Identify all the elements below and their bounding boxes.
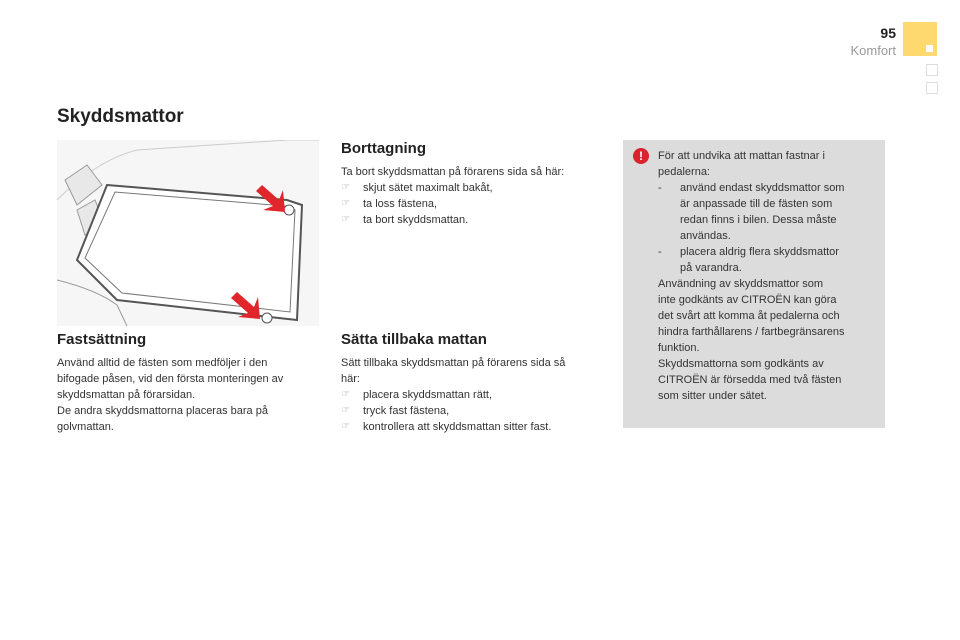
text-line: placera aldrig flera skyddsmattor: [680, 246, 839, 258]
step-item: ☞ ta loss fästena,: [341, 196, 611, 212]
text-line: golvmattan.: [57, 421, 114, 433]
borttagning-text: [341, 164, 611, 228]
text-line: användas.: [680, 230, 731, 242]
borttagning-heading: Borttagning: [341, 140, 426, 157]
satta-heading: Sätta tillbaka mattan: [341, 331, 487, 348]
step-item: ☞ skjut sätet maximalt bakåt,: [341, 180, 611, 196]
dash: -: [658, 246, 662, 258]
text-line: För att undvika att mattan fastnar i: [658, 150, 825, 162]
floor-mat-illustration: [57, 140, 319, 326]
satta-text: [341, 355, 611, 435]
text-line: redan finns i bilen. Dessa måste: [680, 214, 837, 226]
step-item: ☞ tryck fast fästena,: [341, 403, 611, 419]
fastsattning-heading: Fastsättning: [57, 331, 147, 348]
step-item: ☞ ta bort skyddsmattan.: [341, 212, 611, 228]
text-line: det svårt att komma åt pedalerna och: [658, 310, 840, 322]
page-title: Skyddsmattor: [57, 106, 184, 127]
text-line: skyddsmattan på förarsidan.: [57, 389, 196, 401]
text-line: här:: [341, 373, 360, 385]
step-item: ☞ kontrollera att skyddsmattan sitter fast.: [341, 419, 611, 435]
text-line: funktion.: [658, 342, 700, 354]
text-line: är anpassade till de fästen som: [680, 198, 833, 210]
section-tab: [903, 22, 937, 56]
fastsattning-text: [57, 355, 327, 435]
text-line: Sätt tillbaka skyddsmattan på förarens sida så: [341, 357, 566, 369]
text-line: som sitter under sätet.: [658, 390, 767, 402]
text-line: CITROËN är försedda med två fästen: [658, 374, 842, 386]
warning-box: [623, 140, 885, 428]
text-line: Skyddsmattorna som godkänts av: [658, 358, 824, 370]
text-line: inte godkänts av CITROËN kan göra: [658, 294, 837, 306]
text-line: Använd alltid de fästen som medföljer i den: [57, 357, 268, 369]
text-line: Användning av skyddsmattor som: [658, 278, 824, 290]
section-name: Komfort: [850, 43, 896, 58]
section-tab-empty: [926, 82, 938, 94]
step-item: ☞ placera skyddsmattan rätt,: [341, 387, 611, 403]
text-line: hindra farthållarens / fartbegränsarens: [658, 326, 845, 338]
warning-icon: !: [633, 148, 649, 164]
text-line: De andra skyddsmattorna placeras bara på: [57, 405, 268, 417]
text-line: bifogade påsen, vid den första monteringen av: [57, 373, 284, 385]
text-line: Ta bort skyddsmattan på förarens sida så här:: [341, 166, 565, 178]
text-line: använd endast skyddsmattor som: [680, 182, 845, 194]
warning-item: [658, 244, 875, 276]
dash: -: [658, 182, 662, 194]
text-line: pedalerna:: [658, 166, 710, 178]
text-line: på varandra.: [680, 262, 742, 274]
section-tab-empty: [926, 64, 938, 76]
page-number: 95: [880, 25, 896, 41]
warning-item: [658, 180, 875, 244]
